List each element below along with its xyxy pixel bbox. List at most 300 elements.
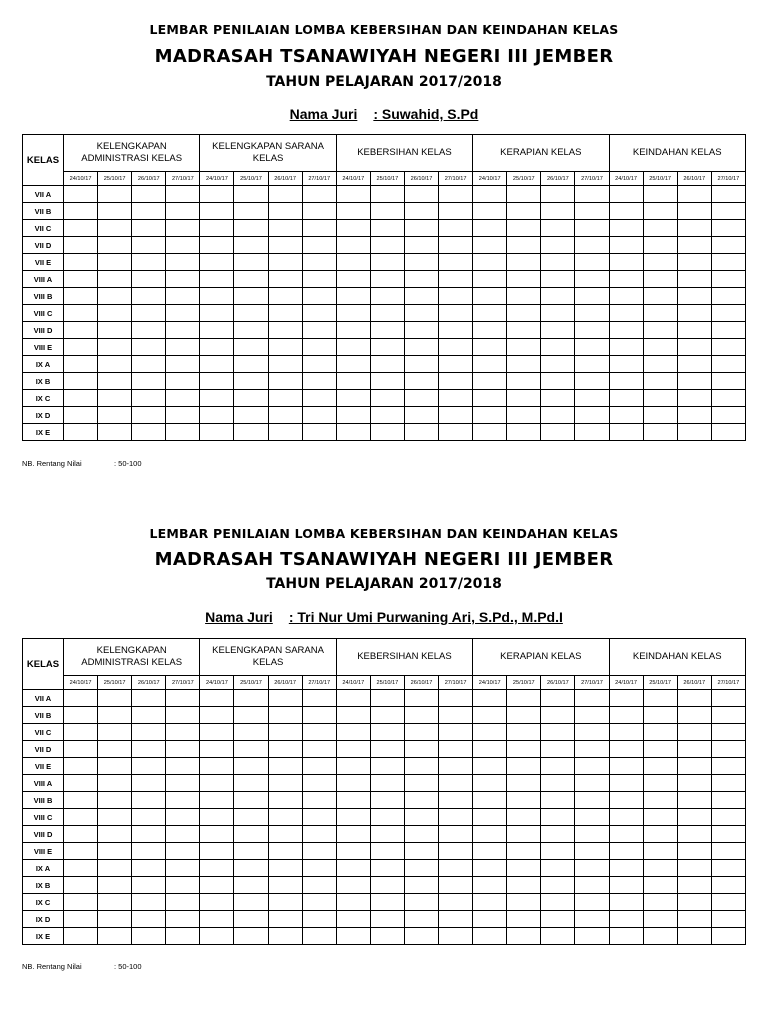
date-header: 24/10/17 (200, 172, 234, 186)
score-cell (370, 809, 404, 826)
date-header: 26/10/17 (132, 172, 166, 186)
table-row (23, 271, 746, 288)
score-cell (404, 373, 438, 390)
score-cell (507, 220, 541, 237)
score-cell (370, 775, 404, 792)
score-cell (711, 877, 745, 894)
score-cell (64, 305, 98, 322)
score-cell (268, 894, 302, 911)
score-cell (98, 356, 132, 373)
class-label: VIII D (23, 322, 64, 339)
score-cell (302, 690, 336, 707)
score-cell (541, 424, 575, 441)
date-header: 26/10/17 (268, 172, 302, 186)
score-cell (370, 339, 404, 356)
score-cell (370, 860, 404, 877)
score-cell (268, 373, 302, 390)
score-cell (473, 758, 507, 775)
score-cell (541, 356, 575, 373)
score-cell (439, 305, 473, 322)
score-cell (200, 186, 234, 203)
score-cell (302, 339, 336, 356)
table-row (23, 826, 746, 843)
score-cell (370, 322, 404, 339)
category-header: KEBERSIHAN KELAS (336, 639, 472, 676)
score-cell (575, 288, 609, 305)
class-label: IX A (23, 356, 64, 373)
score-cell (473, 373, 507, 390)
score-cell (439, 356, 473, 373)
score-cell (336, 741, 370, 758)
score-cell (200, 220, 234, 237)
score-cell (404, 758, 438, 775)
score-cell (677, 928, 711, 945)
score-cell (336, 407, 370, 424)
score-cell (200, 322, 234, 339)
score-cell (98, 271, 132, 288)
score-cell (200, 424, 234, 441)
score-cell (234, 894, 268, 911)
score-cell (507, 877, 541, 894)
score-cell (370, 356, 404, 373)
score-cell (166, 356, 200, 373)
score-cell (541, 203, 575, 220)
score-cell (234, 877, 268, 894)
score-cell (370, 690, 404, 707)
score-cell (200, 254, 234, 271)
score-cell (711, 305, 745, 322)
score-cell (64, 690, 98, 707)
score-cell (132, 220, 166, 237)
score-cell (64, 724, 98, 741)
score-cell (234, 254, 268, 271)
score-cell (234, 928, 268, 945)
score-cell (132, 356, 166, 373)
score-cell (132, 758, 166, 775)
score-cell (200, 894, 234, 911)
score-cell (575, 356, 609, 373)
score-cell (404, 220, 438, 237)
score-cell (98, 724, 132, 741)
score-cell (404, 741, 438, 758)
score-cell (302, 390, 336, 407)
score-cell (711, 775, 745, 792)
score-cell (609, 424, 643, 441)
score-cell (132, 407, 166, 424)
score-cell (404, 877, 438, 894)
score-cell (302, 758, 336, 775)
score-cell (541, 843, 575, 860)
class-label: VIII E (23, 843, 64, 860)
score-cell (200, 911, 234, 928)
score-cell (64, 928, 98, 945)
score-cell (711, 741, 745, 758)
score-cell (132, 843, 166, 860)
score-cell (711, 254, 745, 271)
score-cell (268, 741, 302, 758)
score-cell (541, 911, 575, 928)
score-cell (166, 254, 200, 271)
score-cell (473, 305, 507, 322)
score-cell (166, 339, 200, 356)
score-cell (132, 690, 166, 707)
table-row (23, 792, 746, 809)
class-label: VIII C (23, 305, 64, 322)
score-cell (132, 203, 166, 220)
score-cell (336, 339, 370, 356)
school-name: MADRASAH TSANAWIYAH NEGERI III JEMBER (154, 46, 614, 67)
score-cell (166, 305, 200, 322)
score-cell (439, 758, 473, 775)
score-cell (200, 843, 234, 860)
score-cell (677, 792, 711, 809)
score-cell (541, 237, 575, 254)
score-cell (234, 860, 268, 877)
score-cell (370, 305, 404, 322)
score-cell (302, 254, 336, 271)
score-cell (234, 288, 268, 305)
score-cell (200, 407, 234, 424)
score-cell (507, 911, 541, 928)
score-cell (507, 237, 541, 254)
score-cell (132, 288, 166, 305)
table-row (23, 809, 746, 826)
score-cell (200, 203, 234, 220)
date-header: 26/10/17 (541, 172, 575, 186)
score-cell (200, 271, 234, 288)
score-cell (643, 860, 677, 877)
score-cell (234, 271, 268, 288)
score-cell (336, 826, 370, 843)
score-cell (234, 690, 268, 707)
score-cell (575, 373, 609, 390)
score-cell (677, 356, 711, 373)
score-cell (302, 877, 336, 894)
score-cell (336, 254, 370, 271)
score-cell (609, 186, 643, 203)
score-cell (404, 843, 438, 860)
score-cell (643, 792, 677, 809)
score-cell (643, 877, 677, 894)
score-cell (336, 894, 370, 911)
score-cell (643, 305, 677, 322)
score-cell (234, 792, 268, 809)
score-cell (64, 390, 98, 407)
date-header: 27/10/17 (575, 676, 609, 690)
score-cell (200, 373, 234, 390)
score-cell (404, 826, 438, 843)
score-cell (473, 254, 507, 271)
score-cell (404, 809, 438, 826)
class-label: VIII C (23, 809, 64, 826)
score-cell (507, 339, 541, 356)
score-cell (166, 775, 200, 792)
score-cell (200, 690, 234, 707)
score-cell (711, 860, 745, 877)
score-cell (473, 356, 507, 373)
score-cell (404, 356, 438, 373)
score-cell (609, 894, 643, 911)
score-cell (541, 288, 575, 305)
score-cell (507, 424, 541, 441)
score-cell (200, 724, 234, 741)
score-cell (643, 843, 677, 860)
score-cell (643, 424, 677, 441)
category-header: KELENGKAPAN ADMINISTRASI KELAS (64, 639, 200, 676)
score-cell (541, 792, 575, 809)
score-cell (575, 911, 609, 928)
score-cell (302, 271, 336, 288)
score-cell (64, 203, 98, 220)
table-row (23, 911, 746, 928)
score-cell (507, 758, 541, 775)
score-cell (575, 690, 609, 707)
score-cell (98, 237, 132, 254)
score-cell (166, 690, 200, 707)
score-cell (507, 407, 541, 424)
score-cell (439, 254, 473, 271)
score-cell (507, 356, 541, 373)
class-label: IX E (23, 424, 64, 441)
score-range-note (22, 962, 142, 971)
score-cell (64, 826, 98, 843)
score-cell (473, 792, 507, 809)
score-cell (132, 237, 166, 254)
score-cell (302, 305, 336, 322)
score-cell (234, 237, 268, 254)
score-cell (336, 288, 370, 305)
date-header: 24/10/17 (473, 172, 507, 186)
score-cell (507, 288, 541, 305)
score-cell (575, 407, 609, 424)
score-cell (370, 843, 404, 860)
score-cell (370, 390, 404, 407)
score-cell (473, 690, 507, 707)
score-cell (64, 911, 98, 928)
score-cell (336, 860, 370, 877)
score-cell (439, 809, 473, 826)
score-cell (268, 809, 302, 826)
score-cell (609, 877, 643, 894)
score-cell (711, 203, 745, 220)
score-cell (98, 203, 132, 220)
score-cell (439, 741, 473, 758)
score-cell (575, 186, 609, 203)
score-cell (541, 339, 575, 356)
score-cell (336, 707, 370, 724)
score-cell (268, 322, 302, 339)
score-cell (677, 826, 711, 843)
score-cell (404, 928, 438, 945)
sheet-title-line1: LEMBAR PENILAIAN LOMBA KEBERSIHAN DAN KEINDAHAN KELAS (149, 22, 619, 37)
score-cell (234, 373, 268, 390)
class-label: VII C (23, 724, 64, 741)
score-cell (302, 860, 336, 877)
score-cell (677, 322, 711, 339)
score-cell (507, 690, 541, 707)
score-cell (677, 894, 711, 911)
score-cell (439, 775, 473, 792)
score-cell (98, 894, 132, 911)
score-cell (98, 373, 132, 390)
score-cell (439, 724, 473, 741)
table-row (23, 390, 746, 407)
academic-year: TAHUN PELAJARAN 2017/2018 (266, 74, 502, 90)
date-header: 24/10/17 (473, 676, 507, 690)
score-cell (336, 271, 370, 288)
score-cell (609, 724, 643, 741)
score-cell (370, 186, 404, 203)
score-cell (268, 860, 302, 877)
table-row (23, 843, 746, 860)
score-cell (609, 271, 643, 288)
score-cell (677, 707, 711, 724)
score-cell (507, 707, 541, 724)
score-cell (336, 775, 370, 792)
score-cell (302, 843, 336, 860)
score-cell (439, 928, 473, 945)
score-cell (609, 254, 643, 271)
score-cell (609, 288, 643, 305)
table-row (23, 724, 746, 741)
score-cell (507, 860, 541, 877)
score-cell (132, 894, 166, 911)
date-header: 26/10/17 (404, 172, 438, 186)
score-cell (234, 220, 268, 237)
score-cell (541, 186, 575, 203)
score-cell (370, 407, 404, 424)
class-label: VIII B (23, 792, 64, 809)
score-cell (234, 203, 268, 220)
score-cell (336, 724, 370, 741)
table-row (23, 860, 746, 877)
score-cell (439, 271, 473, 288)
score-cell (609, 741, 643, 758)
score-cell (234, 390, 268, 407)
score-cell (439, 707, 473, 724)
score-cell (302, 220, 336, 237)
score-cell (404, 339, 438, 356)
score-cell (541, 407, 575, 424)
judge-name: : Suwahid, S.Pd (373, 106, 479, 122)
score-cell (268, 758, 302, 775)
score-range-label: NB. Rentang Nilai (22, 459, 82, 468)
score-cell (98, 690, 132, 707)
score-cell (64, 707, 98, 724)
score-cell (473, 894, 507, 911)
score-cell (575, 809, 609, 826)
class-label: IX B (23, 877, 64, 894)
score-cell (132, 911, 166, 928)
date-header: 24/10/17 (200, 676, 234, 690)
score-cell (132, 792, 166, 809)
table-row (23, 373, 746, 390)
score-cell (98, 186, 132, 203)
class-label: VIII E (23, 339, 64, 356)
score-cell (166, 407, 200, 424)
score-cell (575, 724, 609, 741)
score-cell (268, 424, 302, 441)
score-cell (132, 254, 166, 271)
score-cell (268, 390, 302, 407)
score-cell (234, 724, 268, 741)
class-label: VIII D (23, 826, 64, 843)
score-cell (439, 894, 473, 911)
score-cell (166, 186, 200, 203)
score-cell (404, 775, 438, 792)
score-cell (302, 424, 336, 441)
score-cell (268, 877, 302, 894)
class-label: VII B (23, 203, 64, 220)
table-row (23, 254, 746, 271)
score-cell (711, 792, 745, 809)
score-cell (541, 690, 575, 707)
score-cell (336, 390, 370, 407)
score-cell (404, 186, 438, 203)
score-cell (98, 843, 132, 860)
score-cell (439, 843, 473, 860)
class-label: VII E (23, 758, 64, 775)
score-cell (64, 843, 98, 860)
score-cell (370, 288, 404, 305)
score-cell (166, 911, 200, 928)
class-label: VII D (23, 237, 64, 254)
score-cell (370, 424, 404, 441)
score-cell (473, 860, 507, 877)
score-cell (268, 271, 302, 288)
score-cell (234, 339, 268, 356)
score-cell (711, 220, 745, 237)
score-cell (132, 826, 166, 843)
score-cell (711, 424, 745, 441)
score-cell (439, 203, 473, 220)
score-cell (711, 724, 745, 741)
score-cell (507, 271, 541, 288)
score-cell (98, 390, 132, 407)
score-cell (643, 809, 677, 826)
score-cell (370, 203, 404, 220)
score-cell (507, 203, 541, 220)
table-row (23, 775, 746, 792)
score-cell (64, 220, 98, 237)
score-cell (643, 271, 677, 288)
date-header: 25/10/17 (98, 676, 132, 690)
score-cell (643, 407, 677, 424)
score-cell (677, 809, 711, 826)
table-row (23, 322, 746, 339)
score-cell (268, 305, 302, 322)
class-label: IX D (23, 911, 64, 928)
score-cell (64, 322, 98, 339)
score-cell (575, 894, 609, 911)
score-cell (166, 809, 200, 826)
score-cell (98, 860, 132, 877)
score-cell (336, 877, 370, 894)
judge-label: Nama Juri (205, 609, 273, 625)
date-header: 27/10/17 (711, 676, 745, 690)
score-cell (302, 356, 336, 373)
score-cell (64, 373, 98, 390)
table-row (23, 424, 746, 441)
score-cell (643, 390, 677, 407)
score-cell (132, 707, 166, 724)
score-cell (234, 826, 268, 843)
score-cell (575, 741, 609, 758)
score-cell (64, 758, 98, 775)
score-cell (473, 271, 507, 288)
score-cell (575, 220, 609, 237)
score-cell (541, 877, 575, 894)
